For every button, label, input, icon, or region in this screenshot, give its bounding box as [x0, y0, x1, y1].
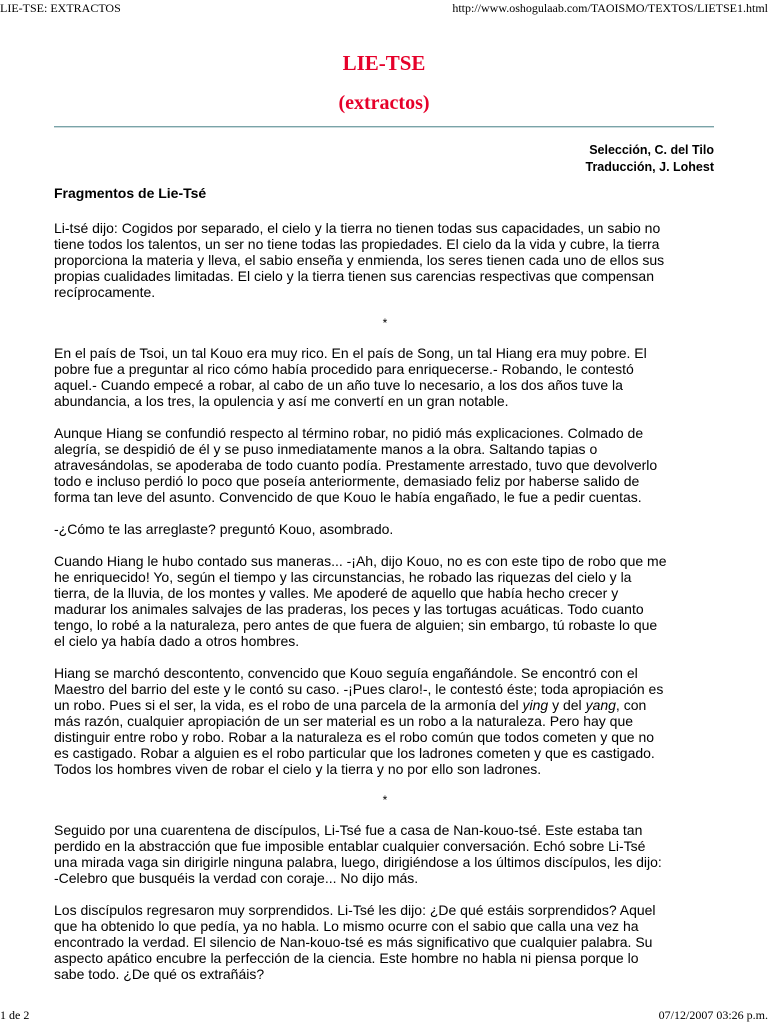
- paragraph-4: -¿Cómo te las arreglaste? preguntó Kouo, asombrado.: [54, 521, 394, 537]
- paragraph-6-part-c: , con más razón, cualquier apropiación de un ser material es un robo a la naturaleza. Pero hay que distinguir entre robo y robo. Robar a la naturaleza es el robo común que todos cometen y que no es castigado. Robar a alguien es el robo particular que los ladrones cometen y que es castigado. Todos los hombres viven de robar el cielo y la tierra y no por ello son ladrones.: [54, 697, 655, 777]
- paragraph-6-part-b: y del: [548, 697, 586, 713]
- selection-credit: Selección, C. del Tilo: [589, 143, 714, 157]
- paragraph-2: En el país de Tsoi, un tal Kouo era muy rico. En el país de Song, un tal Hiang era muy pobre. El pobre fue a preguntar al rico cómo había procedido para enriquecerse.- Robando, le contestó aquel.- Cuando empecé a robar, al cabo de un año tuve lo necesario, a los dos años tuve la abundancia, a los tres, la opulencia y así me convertí en un gran notable.: [54, 345, 647, 409]
- print-datetime: 07/12/2007 03:26 p.m.: [658, 1008, 768, 1022]
- article-body: [54, 184, 716, 998]
- paragraph-3: Aunque Hiang se confundió respecto al término robar, no pidió más explicaciones. Colmado de alegría, se despidió de él y se puso inmediatamente manos a la obra. Saltando tapias o atravesándolas, se apoderaba de todo cuanto podía. Prestamente arrestado, tuvo que devolverlo todo e incluso perdió lo poco que poseía anteriormente, demasiado feliz por haberse salido de forma tan leve del asunto. Convencido de que Kouo le había engañado, le fue a pedir cuentas.: [54, 425, 658, 505]
- paragraph-5: Cuando Hiang le hubo contado sus maneras... -¡Ah, dijo Kouo, no es con este tipo de robo que me he enriquecido! Yo, según el tiempo y las circunstancias, he robado las riquezas del cielo y la tierra, de la lluvia, de los montes y valles. Me apoderé de aquello que había hecho crecer y madurar los animales salvajes de las praderas, los peces y las tortugas acuáticas. Todo cuanto tengo, lo robé a la naturaleza, pero antes de que fuera de alguien; sin embargo, tú robaste lo que el cielo ya había dado a otros hombres.: [54, 553, 667, 649]
- paragraph-7: Seguido por una cuarentena de discípulos, Li-Tsé fue a casa de Nan-kouo-tsé. Este estaba tan perdido en la abstracción que fue imposible entablar cualquier conversación. Echó sobre Li-Tsé una mirada vaga sin dirigirle ninguna palabra, luego, dirigiéndose a los últimos discípulos, les dijo: -Celebro que busquéis la verdad con coraje... No dijo más.: [54, 822, 662, 886]
- print-footer: [0, 1006, 768, 1024]
- document-subtitle: (extractos): [338, 92, 430, 114]
- page-count: 1 de 2: [0, 1008, 30, 1022]
- page-title-header: LIE-TSE: EXTRACTOS: [0, 1, 121, 15]
- translation-credit: Traducción, J. Lohest: [585, 160, 714, 174]
- paragraph-6: [54, 665, 716, 777]
- print-header: [0, 0, 768, 16]
- horizontal-rule: [54, 126, 714, 128]
- page-url: http://www.oshogulaab.com/TAOISMO/TEXTOS/LIETSE1.html: [452, 1, 768, 15]
- ying-term: ying: [522, 697, 549, 713]
- credits: [586, 142, 715, 176]
- paragraph-8: Los discípulos regresaron muy sorprendidos. Li-Tsé les dijo: ¿De qué estáis sorprendidos? Aquel que ha obtenido lo que pedía, ya no habla. Lo mismo ocurre con el sabio que calla una vez ha encontrado la verdad. El silencio de Nan-kouo-tsé es más significativo que cualquier palabra. Su aspecto apático encubre la perfección de la ciencia. Este hombre no habla ni piensa porque lo sabe todo. ¿De qué os extrañáis?: [54, 902, 656, 982]
- section-heading: Fragmentos de Lie-Tsé: [54, 185, 207, 201]
- separator-asterisk: *: [382, 316, 388, 330]
- separator-asterisk-2: *: [382, 793, 388, 807]
- paragraph-1: Li-tsé dijo: Cogidos por separado, el cielo y la tierra no tienen todas sus capacidades, un sabio no tiene todos los talentos, un ser no tiene todas las propiedades. El cielo da la vida y cubre, la tierra proporciona la materia y lleva, el sabio enseña y enmienda, los seres tienen cada uno de ellos sus propias cualidades limitadas. El cielo y la tierra tienen sus carencias respectivas que compensan recíprocamente.: [54, 220, 665, 300]
- document-title: LIE-TSE: [342, 51, 426, 75]
- paragraph-6-part-a: Hiang se marchó descontento, convencido que Kouo seguía engañándole. Se encontró con el Maestro del barrio del este y le contó su caso. -¡Pues claro!-, le contestó éste; toda apropiación es un robo. Pues si el ser, la vida, es el robo de una parcela de la armonía del: [54, 665, 664, 713]
- yang-term: yang: [585, 697, 616, 713]
